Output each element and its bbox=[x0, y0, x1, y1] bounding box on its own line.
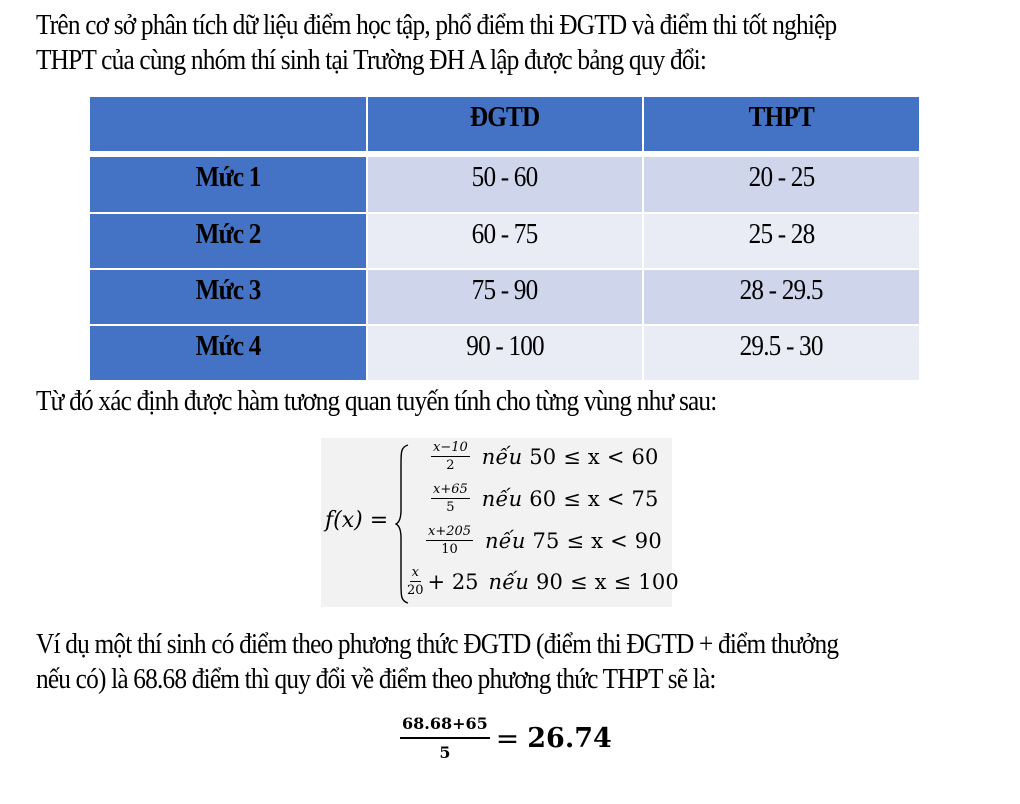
table-cell-thpt: 29.5 - 30 bbox=[644, 326, 919, 380]
formula-case-2: $\frac{x+65}{5}$ nếu 60 ≤ x < 75 bbox=[433, 482, 659, 515]
formula-case-1: $\frac{x-10}{2}$ nếu 50 ≤ x < 60 bbox=[433, 440, 659, 473]
intro-paragraph-line-1: Trên cơ sở phân tích dữ liệu điểm học tập, phổ điểm thi ĐGTD và điểm thi tốt nghiệp bbox=[36, 10, 837, 41]
formula-lhs: f(x) = bbox=[325, 508, 389, 533]
derive-paragraph: Từ đó xác định được hàm tương quan tuyến tính cho từng vùng như sau: bbox=[36, 386, 717, 417]
table-header-thpt: THPT bbox=[644, 97, 919, 151]
table-row-label: Mức 1 bbox=[90, 157, 366, 212]
calculation-result: 26.74 bbox=[527, 723, 612, 754]
table-header-empty bbox=[90, 97, 366, 151]
formula-case-4: $\frac{x}{20}$ + 25 nếu 90 ≤ x ≤ 100 bbox=[407, 565, 679, 598]
table-cell-dgtd: 75 - 90 bbox=[368, 270, 642, 324]
example-calculation bbox=[400, 713, 612, 764]
intro-paragraph-line-2: THPT của cùng nhóm thí sinh tại Trường ĐH A lập được bảng quy đổi: bbox=[36, 45, 707, 76]
table-cell-dgtd: 50 - 60 bbox=[368, 157, 642, 212]
example-paragraph-line-1: Ví dụ một thí sinh có điểm theo phương thức ĐGTD (điểm thi ĐGTD + điểm thưởng bbox=[36, 629, 839, 660]
calculation-fraction: $\frac{68.68+65}{5}$ bbox=[402, 714, 488, 762]
table-cell-dgtd: 90 - 100 bbox=[368, 326, 642, 380]
table-row-label: Mức 4 bbox=[90, 326, 366, 380]
formula-case-3: $\frac{x+205}{10}$ nếu 75 ≤ x < 90 bbox=[428, 524, 662, 557]
equals-sign: = bbox=[495, 722, 520, 755]
table-row-label: Mức 3 bbox=[90, 270, 366, 324]
table-cell-thpt: 28 - 29.5 bbox=[644, 270, 919, 324]
table-cell-thpt: 20 - 25 bbox=[644, 157, 919, 212]
table-cell-thpt: 25 - 28 bbox=[644, 214, 919, 268]
table-header-dgtd: ĐGTD bbox=[368, 97, 642, 151]
table-cell-dgtd: 60 - 75 bbox=[368, 214, 642, 268]
piecewise-formula bbox=[321, 438, 679, 607]
table-row-label: Mức 2 bbox=[90, 214, 366, 268]
example-paragraph-line-2: nếu có) là 68.68 điểm thì quy đổi về điểm theo phương thức THPT sẽ là: bbox=[36, 664, 716, 695]
